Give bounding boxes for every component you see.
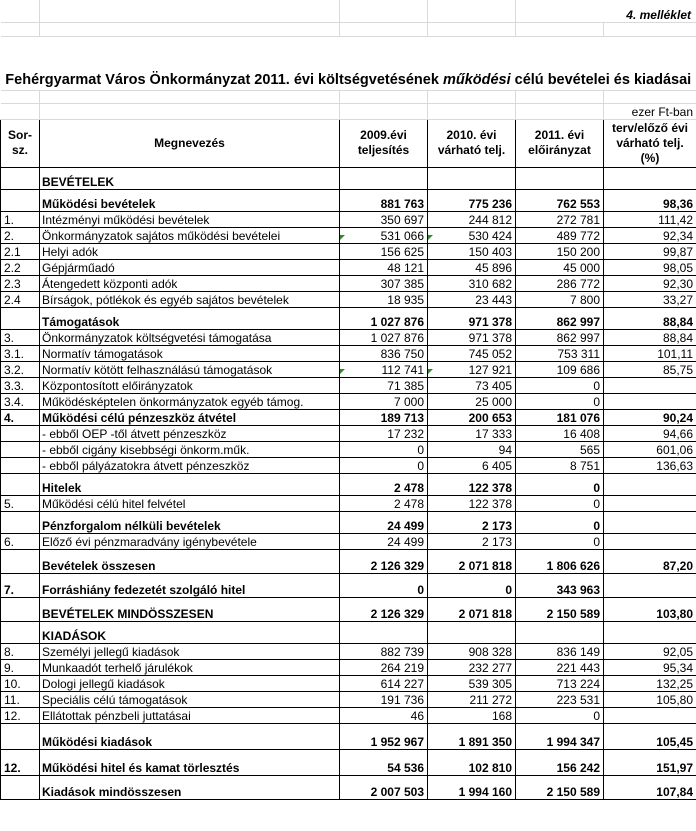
row-name[interactable]: Működési hitel és kamat törlesztés (40, 749, 340, 775)
value-ratio[interactable]: 132,25 (604, 675, 696, 691)
value-2010[interactable]: 1 891 350 (428, 723, 516, 749)
value-2010[interactable]: 971 378 (428, 307, 516, 329)
table-row (1, 495, 696, 511)
value-ratio[interactable]: 33,27 (604, 291, 696, 307)
row-number[interactable]: 9. (1, 659, 40, 675)
value-ratio[interactable]: 98,36 (604, 189, 696, 211)
value-2009[interactable]: 0 (340, 457, 428, 473)
value-2011[interactable]: 221 443 (516, 659, 604, 675)
value-2011[interactable]: 343 963 (516, 573, 604, 597)
value-ratio[interactable] (604, 167, 696, 189)
value-2010[interactable]: 908 328 (428, 643, 516, 659)
table-row (1, 473, 696, 495)
table-row (1, 533, 696, 549)
value-2009[interactable]: 24 499 (340, 533, 428, 549)
table-row (1, 659, 696, 675)
table-row (1, 573, 696, 597)
value-2009[interactable] (340, 621, 428, 643)
value-2010[interactable]: 6 405 (428, 457, 516, 473)
row-number[interactable]: 1. (1, 211, 40, 227)
row-name[interactable]: Dologi jellegű kiadások (40, 675, 340, 691)
table-row (1, 511, 696, 533)
value-2009[interactable]: 48 121 (340, 259, 428, 275)
value-2009[interactable]: 836 750 (340, 345, 428, 361)
value-2011[interactable]: 0 (516, 707, 604, 723)
row-number[interactable]: 12. (1, 707, 40, 723)
table-row (1, 243, 696, 259)
value-2011[interactable]: 7 800 (516, 291, 604, 307)
value-2011[interactable]: 1 806 626 (516, 549, 604, 573)
row-name[interactable]: Előző évi pénzmaradvány igénybevétele (40, 533, 340, 549)
cell-marker (428, 235, 433, 240)
value-2009[interactable]: 614 227 (340, 675, 428, 691)
row-number[interactable] (1, 425, 40, 441)
value-2011[interactable]: 181 076 (516, 409, 604, 425)
value-2010[interactable]: 150 403 (428, 243, 516, 259)
value-2009[interactable]: 881 763 (340, 189, 428, 211)
table-row (1, 723, 696, 749)
header-2009: 2009.évi teljesítés (340, 119, 428, 167)
table-row (1, 393, 696, 409)
table-row (1, 329, 696, 345)
table-row (1, 275, 696, 291)
row-number[interactable]: 12. (1, 749, 40, 775)
row-name[interactable]: Speciális célú támogatások (40, 691, 340, 707)
row-name[interactable]: Normatív támogatások (40, 345, 340, 361)
row-number[interactable] (1, 457, 40, 473)
value-2010[interactable]: 211 272 (428, 691, 516, 707)
value-ratio[interactable]: 90,24 (604, 409, 696, 425)
value-2011[interactable]: 836 149 (516, 643, 604, 659)
value-ratio[interactable]: 88,84 (604, 329, 696, 345)
row-name[interactable]: Intézményi működési bevételek (40, 211, 340, 227)
row-number[interactable] (1, 189, 40, 211)
value-2011[interactable]: 2 150 589 (516, 597, 604, 621)
table-body (1, 167, 696, 799)
value-2010[interactable]: 122 378 (428, 473, 516, 495)
value-2009[interactable]: 24 499 (340, 511, 428, 533)
sheet-header (1, 0, 696, 119)
value-2009[interactable]: 264 219 (340, 659, 428, 675)
value-2010[interactable]: 310 682 (428, 275, 516, 291)
value-2011[interactable]: 109 686 (516, 361, 604, 377)
value-ratio[interactable] (604, 573, 696, 597)
row-name[interactable]: Önkormányzatok sajátos működési bevételei (40, 227, 340, 243)
value-2009[interactable]: 0 (340, 573, 428, 597)
value-2010[interactable]: 2 173 (428, 533, 516, 549)
table-row (1, 227, 696, 243)
value-2010[interactable]: 94 (428, 441, 516, 457)
table-row (1, 409, 696, 425)
value-ratio[interactable]: 105,45 (604, 723, 696, 749)
value-2010[interactable]: 23 443 (428, 291, 516, 307)
value-2009[interactable]: 7 000 (340, 393, 428, 409)
row-number[interactable] (1, 597, 40, 621)
value-2011[interactable]: 150 200 (516, 243, 604, 259)
value-ratio[interactable]: 92,30 (604, 275, 696, 291)
row-number[interactable]: 3.3. (1, 377, 40, 393)
value-2009[interactable]: 2 478 (340, 495, 428, 511)
table-row (1, 307, 696, 329)
row-name[interactable]: - ebből cigány kisebbségi önkorm.műk. (40, 441, 340, 457)
value-2009[interactable]: 1 027 876 (340, 329, 428, 345)
value-2010[interactable]: 2 071 818 (428, 549, 516, 573)
row-number[interactable]: 7. (1, 573, 40, 597)
value-ratio[interactable] (604, 533, 696, 549)
value-2009[interactable] (340, 167, 428, 189)
value-ratio[interactable]: 111,42 (604, 211, 696, 227)
value-2011[interactable] (516, 621, 604, 643)
table-row (1, 259, 696, 275)
value-2009[interactable]: 307 385 (340, 275, 428, 291)
value-2009[interactable]: 156 625 (340, 243, 428, 259)
value-2011[interactable]: 223 531 (516, 691, 604, 707)
value-ratio[interactable]: 87,20 (604, 549, 696, 573)
row-name[interactable]: Működési kiadások (40, 723, 340, 749)
value-2009[interactable]: 54 536 (340, 749, 428, 775)
table-row (1, 775, 696, 799)
row-name[interactable]: Gépjárműadó (40, 259, 340, 275)
row-name[interactable]: Hitelek (40, 473, 340, 495)
value-2009[interactable]: 1 952 967 (340, 723, 428, 749)
row-name[interactable]: Forráshiány fedezetét szolgáló hitel (40, 573, 340, 597)
value-2010[interactable]: 1 994 160 (428, 775, 516, 799)
table-row (1, 749, 696, 775)
value-2010[interactable]: 73 405 (428, 377, 516, 393)
value-2011[interactable]: 286 772 (516, 275, 604, 291)
value-2009[interactable]: 71 385 (340, 377, 428, 393)
value-2010[interactable]: 25 000 (428, 393, 516, 409)
table-row (1, 597, 696, 621)
value-2011[interactable]: 8 751 (516, 457, 604, 473)
value-ratio[interactable] (604, 377, 696, 393)
header-2011: 2011. évi előirányzat (516, 119, 604, 167)
row-name[interactable]: BEVÉTELEK MINDÖSSZESEN (40, 597, 340, 621)
value-ratio[interactable] (604, 511, 696, 533)
row-name[interactable]: Támogatások (40, 307, 340, 329)
value-2011[interactable]: 753 311 (516, 345, 604, 361)
row-number[interactable]: 3.1. (1, 345, 40, 361)
title-prefix: Fehérgyarmat Város Önkormányzat 2011. évi költségvetésének (5, 71, 443, 88)
value-ratio[interactable]: 103,80 (604, 597, 696, 621)
row-name[interactable]: Kiadások mindösszesen (40, 775, 340, 799)
row-number[interactable]: 11. (1, 691, 40, 707)
value-ratio[interactable]: 94,66 (604, 425, 696, 441)
value-ratio[interactable]: 601,06 (604, 441, 696, 457)
row-number[interactable] (1, 723, 40, 749)
value-2010[interactable]: 200 653 (428, 409, 516, 425)
value-ratio[interactable] (604, 707, 696, 723)
value-2011[interactable]: 862 997 (516, 329, 604, 345)
table-row (1, 211, 696, 227)
value-2011[interactable]: 0 (516, 495, 604, 511)
row-name[interactable]: Ellátottak pénzbeli juttatásai (40, 707, 340, 723)
value-2009[interactable]: 2 007 503 (340, 775, 428, 799)
value-2010[interactable]: 122 378 (428, 495, 516, 511)
row-number[interactable] (1, 441, 40, 457)
value-2009[interactable]: 2 126 329 (340, 597, 428, 621)
value-ratio[interactable] (604, 495, 696, 511)
value-2010[interactable]: 745 052 (428, 345, 516, 361)
table-row (1, 167, 696, 189)
row-name[interactable]: Önkormányzatok költségvetési támogatása (40, 329, 340, 345)
table-row (1, 707, 696, 723)
cell-marker (428, 369, 433, 374)
value-2009[interactable]: 18 935 (340, 291, 428, 307)
table-row (1, 361, 696, 377)
row-number[interactable]: 6. (1, 533, 40, 549)
value-2010[interactable]: 0 (428, 573, 516, 597)
table-row (1, 675, 696, 691)
row-number[interactable] (1, 511, 40, 533)
table-row (1, 189, 696, 211)
value-2011[interactable]: 272 781 (516, 211, 604, 227)
row-number[interactable]: 2.1 (1, 243, 40, 259)
row-number[interactable]: 2.2 (1, 259, 40, 275)
value-2010[interactable]: 539 305 (428, 675, 516, 691)
table-row (1, 621, 696, 643)
value-2009[interactable]: 17 232 (340, 425, 428, 441)
row-number[interactable]: 3. (1, 329, 40, 345)
value-2010[interactable] (428, 167, 516, 189)
value-2011[interactable]: 489 772 (516, 227, 604, 243)
row-name[interactable]: - ebből pályázatokra átvett pénzeszköz (40, 457, 340, 473)
row-number[interactable]: 2.4 (1, 291, 40, 307)
value-ratio[interactable] (604, 621, 696, 643)
value-2011[interactable]: 0 (516, 377, 604, 393)
row-number[interactable]: 8. (1, 643, 40, 659)
row-name[interactable]: Működésképtelen önkormányzatok egyéb támog. (40, 393, 340, 409)
table-row (1, 691, 696, 707)
row-name[interactable]: Működési célú hitel felvétel (40, 495, 340, 511)
value-2009[interactable]: 189 713 (340, 409, 428, 425)
value-2010[interactable]: 244 812 (428, 211, 516, 227)
row-number[interactable]: 2.3 (1, 275, 40, 291)
value-2010[interactable]: 127 921 (428, 361, 516, 377)
value-2009[interactable]: 46 (340, 707, 428, 723)
header-sorsz: Sor-sz. (1, 119, 40, 167)
row-number[interactable] (1, 307, 40, 329)
row-number[interactable]: 2. (1, 227, 40, 243)
value-ratio[interactable] (604, 473, 696, 495)
value-ratio[interactable]: 105,80 (604, 691, 696, 707)
row-name[interactable]: Munkaadót terhelő járulékok (40, 659, 340, 675)
row-name[interactable]: BEVÉTELEK (40, 167, 340, 189)
value-2009[interactable]: 0 (340, 441, 428, 457)
table-row (1, 425, 696, 441)
value-2009[interactable]: 1 027 876 (340, 307, 428, 329)
row-name[interactable]: Működési célú pénzeszköz átvétel (40, 409, 340, 425)
value-ratio[interactable]: 98,05 (604, 259, 696, 275)
value-2009[interactable]: 2 478 (340, 473, 428, 495)
value-ratio[interactable]: 99,87 (604, 243, 696, 259)
value-ratio[interactable]: 92,05 (604, 643, 696, 659)
row-number[interactable] (1, 621, 40, 643)
value-2010[interactable]: 168 (428, 707, 516, 723)
value-2010[interactable]: 232 277 (428, 659, 516, 675)
value-ratio[interactable]: 95,34 (604, 659, 696, 675)
value-2009[interactable]: 882 739 (340, 643, 428, 659)
table-row (1, 643, 696, 659)
value-2011[interactable]: 713 224 (516, 675, 604, 691)
row-name[interactable]: - ebből OEP -től átvett pénzeszköz (40, 425, 340, 441)
row-number[interactable]: 3.2. (1, 361, 40, 377)
value-ratio[interactable]: 88,84 (604, 307, 696, 329)
value-2010[interactable] (428, 621, 516, 643)
value-ratio[interactable]: 107,84 (604, 775, 696, 799)
row-number[interactable] (1, 775, 40, 799)
row-name[interactable]: Központosított előirányzatok (40, 377, 340, 393)
value-2011[interactable]: 565 (516, 441, 604, 457)
table-row (1, 457, 696, 473)
row-name[interactable]: Működési bevételek (40, 189, 340, 211)
row-name[interactable]: Bevételek összesen (40, 549, 340, 573)
value-2009[interactable]: 531 066 (340, 227, 428, 243)
value-2011[interactable]: 0 (516, 393, 604, 409)
row-number[interactable]: 5. (1, 495, 40, 511)
value-2010[interactable]: 2 173 (428, 511, 516, 533)
table-row (1, 345, 696, 361)
row-name[interactable]: Személyi jellegű kiadások (40, 643, 340, 659)
row-number[interactable] (1, 473, 40, 495)
value-ratio[interactable]: 92,34 (604, 227, 696, 243)
value-2010[interactable]: 102 810 (428, 749, 516, 775)
annex-label: 4. melléklet (516, 0, 696, 22)
value-2011[interactable]: 0 (516, 533, 604, 549)
row-name[interactable]: Átengedett központi adók (40, 275, 340, 291)
value-ratio[interactable] (604, 393, 696, 409)
header-megnevezes: Megnevezés (40, 119, 340, 167)
row-number[interactable]: 3.4. (1, 393, 40, 409)
row-name[interactable]: KIADÁSOK (40, 621, 340, 643)
table-row (1, 549, 696, 573)
row-number[interactable]: 4. (1, 409, 40, 425)
value-2009[interactable]: 191 736 (340, 691, 428, 707)
row-name[interactable]: Normatív kötött felhasználású támogatások (40, 361, 340, 377)
value-2011[interactable]: 1 994 347 (516, 723, 604, 749)
row-name[interactable]: Pénzforgalom nélküli bevételek (40, 511, 340, 533)
value-2010[interactable]: 2 071 818 (428, 597, 516, 621)
table-row (1, 291, 696, 307)
value-2010[interactable]: 971 378 (428, 329, 516, 345)
title-suffix: célú bevételei és kiadásai (510, 71, 692, 88)
value-2011[interactable]: 0 (516, 473, 604, 495)
table-row (1, 377, 696, 393)
page-title (1, 36, 696, 90)
value-2010[interactable]: 45 896 (428, 259, 516, 275)
title-italic: működési (442, 71, 511, 88)
value-2011[interactable]: 862 997 (516, 307, 604, 329)
cell-marker (340, 369, 345, 374)
value-2010[interactable]: 530 424 (428, 227, 516, 243)
value-ratio[interactable]: 101,11 (604, 345, 696, 361)
row-name[interactable]: Helyi adók (40, 243, 340, 259)
value-2011[interactable]: 762 553 (516, 189, 604, 211)
value-2009[interactable]: 350 697 (340, 211, 428, 227)
row-name[interactable]: Bírságok, pótlékok és egyéb sajátos bevételek (40, 291, 340, 307)
value-2011[interactable]: 16 408 (516, 425, 604, 441)
value-ratio[interactable]: 136,63 (604, 457, 696, 473)
value-2011[interactable]: 45 000 (516, 259, 604, 275)
value-2011[interactable]: 0 (516, 511, 604, 533)
table-row (1, 441, 696, 457)
unit-label: ezer Ft-ban (604, 103, 696, 119)
value-2011[interactable]: 2 150 589 (516, 775, 604, 799)
column-headers (1, 119, 696, 167)
value-2009[interactable]: 112 741 (340, 361, 428, 377)
value-2011[interactable]: 156 242 (516, 749, 604, 775)
value-ratio[interactable]: 151,97 (604, 749, 696, 775)
row-number[interactable] (1, 167, 40, 189)
value-2010[interactable]: 775 236 (428, 189, 516, 211)
value-2010[interactable]: 17 333 (428, 425, 516, 441)
header-2010: 2010. évi várható telj. (428, 119, 516, 167)
row-number[interactable] (1, 549, 40, 573)
value-ratio[interactable]: 85,75 (604, 361, 696, 377)
row-number[interactable]: 10. (1, 675, 40, 691)
cell-marker (340, 235, 345, 240)
header-ratio: terv/előző évi várható telj. (%) (604, 119, 696, 167)
value-2011[interactable] (516, 167, 604, 189)
value-2009[interactable]: 2 126 329 (340, 549, 428, 573)
